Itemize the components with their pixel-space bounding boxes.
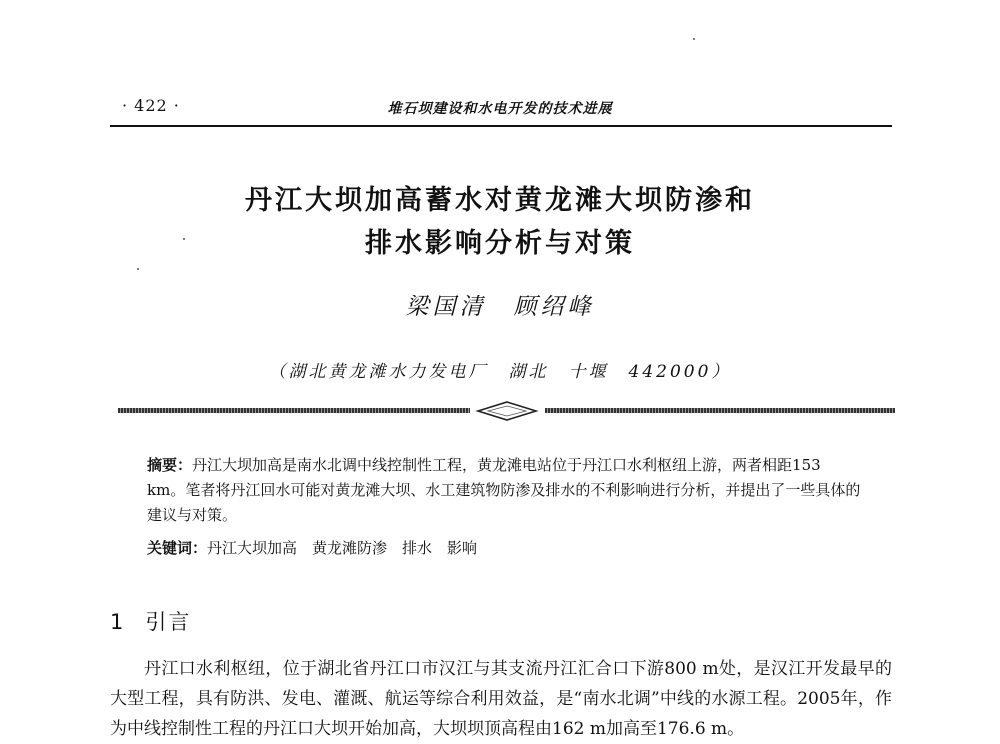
ornament-rule-left: [118, 408, 470, 413]
scan-speck: [183, 238, 185, 240]
scan-speck: [693, 38, 695, 40]
diamond-ornament-icon: [474, 399, 540, 423]
keywords-label: 关键词：: [147, 539, 208, 557]
article-title-line-1: 丹江大坝加高蓄水对黄龙滩大坝防渗和: [245, 185, 755, 216]
scan-speck: [137, 268, 139, 270]
section-title: 引言: [145, 610, 192, 634]
ornament-rule-right: [545, 408, 895, 413]
abstract-label: 摘要：: [147, 456, 193, 474]
page-number: · 422 ·: [122, 96, 180, 115]
running-title: 堆石坝建设和水电开发的技术进展: [387, 101, 613, 117]
body-paragraph: 丹江口水利枢纽，位于湖北省丹江口市汉江与其支流丹江汇合口下游800 m处，是汉江开发最早的大型工程，具有防洪、发电、灌溉、航运等综合利用效益，是“南水北调”中线的水源工程。2005年，作为中线控制性工程的丹江口大坝开始加高，大坝坝顶高程由162 m加高至176.6 m。: [110, 659, 892, 739]
header-rule: [110, 125, 892, 127]
section-number: 1: [110, 610, 126, 634]
affiliation: （湖北黄龙滩水力发电厂 湖北 十堰 442000）: [268, 362, 732, 382]
article-title-line-2: 排水影响分析与对策: [365, 228, 635, 259]
keywords: [147, 537, 862, 559]
abstract-text: 丹江大坝加高是南水北调中线控制性工程，黄龙滩电站位于丹江口水利枢纽上游，两者相距153 km。笔者将丹江回水可能对黄龙滩大坝、水工建筑物防渗及排水的不利影响进行分析，并提出了一些具体的建议与对策。: [147, 456, 861, 524]
abstract: [147, 453, 862, 528]
section-heading: [110, 606, 191, 636]
keywords-text: 丹江大坝加高 黄龙滩防渗 排水 影响: [207, 539, 478, 557]
authors: 梁国清 顾绍峰: [405, 294, 595, 320]
